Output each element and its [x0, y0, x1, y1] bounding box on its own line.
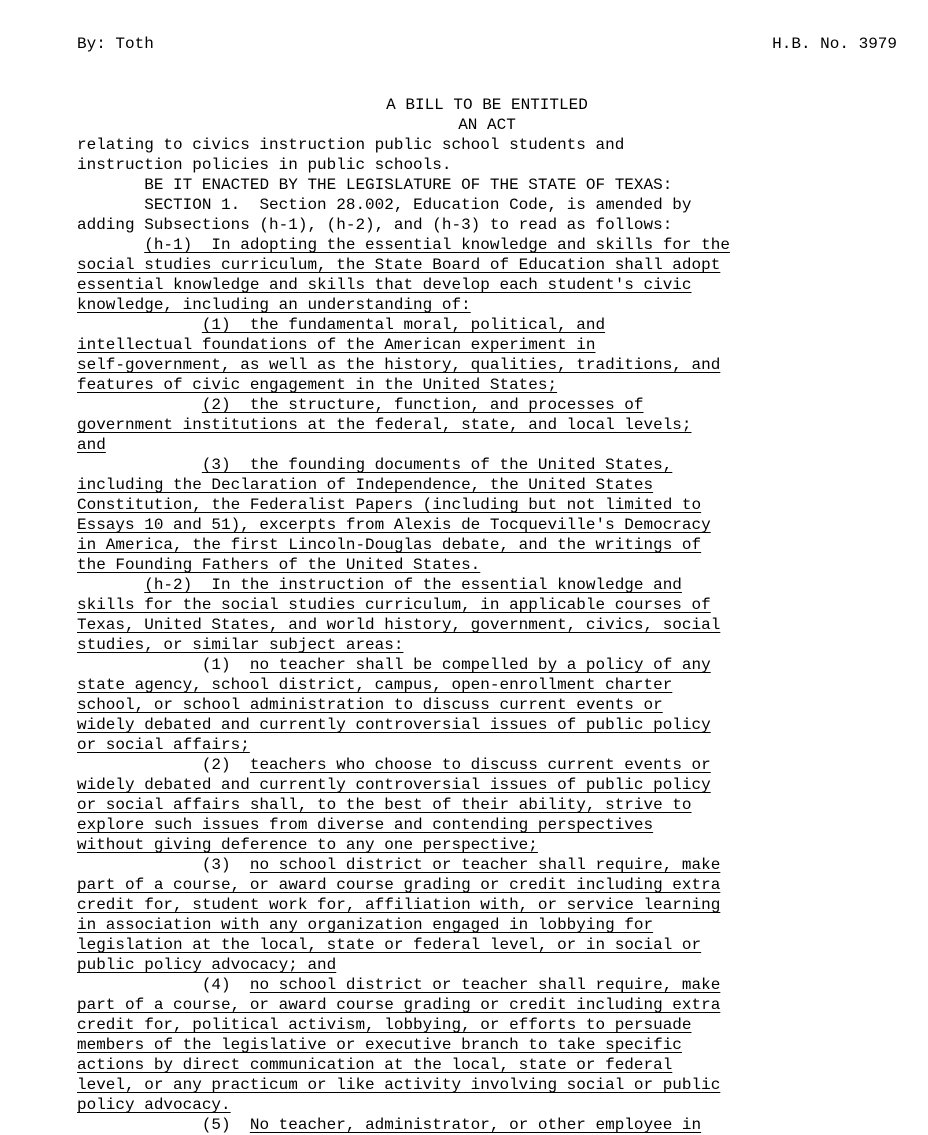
line-added-text: policy advocacy. [77, 1096, 231, 1114]
bill-author: By: Toth [77, 35, 154, 53]
line-added-text: no school district or teacher shall require, make [249, 976, 721, 994]
bill-text-line [77, 535, 907, 555]
bill-text-line [77, 915, 907, 935]
line-indent [77, 1116, 202, 1134]
line-added-text: government institutions at the federal, state, and local levels; [77, 416, 692, 434]
line-added-text: level, or any practicum or like activity involving social or public [77, 1076, 721, 1094]
line-added-text: and [77, 436, 106, 454]
line-added-text: (h-2) In the instruction of the essential knowledge and [144, 576, 682, 594]
line-indent [77, 756, 202, 774]
line-added-text: members of the legislative or executive branch to take specific [77, 1036, 682, 1054]
line-added-text: state agency, school district, campus, open-enrollment charter [77, 676, 673, 694]
bill-text-line [77, 355, 907, 375]
bill-text-line [77, 675, 907, 695]
line-added-text: widely debated and currently controversial issues of public policy [77, 716, 711, 734]
line-added-text: teachers who choose to discuss current events or [249, 756, 711, 774]
bill-text-line [77, 215, 907, 235]
bill-text-line [77, 735, 907, 755]
bill-text-line [77, 295, 907, 315]
bill-text-line [77, 1115, 907, 1135]
line-indent [77, 396, 202, 414]
line-added-text: (h-1) In adopting the essential knowledge and skills for the [144, 236, 730, 254]
bill-text-line [77, 275, 907, 295]
line-added-text: intellectual foundations of the American experiment in [77, 336, 596, 354]
line-added-text: actions by direct communication at the local, state or federal [77, 1056, 673, 1074]
bill-text-line [77, 795, 907, 815]
line-added-text: social studies curriculum, the State Board of Education shall adopt [77, 256, 721, 274]
bill-text-line [77, 1075, 907, 1095]
bill-text-line [77, 195, 907, 215]
bill-text-line [77, 495, 907, 515]
line-added-text: features of civic engagement in the United States; [77, 376, 558, 394]
bill-text-line [77, 615, 907, 635]
line-added-text: Constitution, the Federalist Papers (including but not limited to [77, 496, 702, 514]
bill-text-line [77, 575, 907, 595]
bill-text-line [77, 435, 907, 455]
bill-text-line [77, 1095, 907, 1115]
line-plain-text: instruction policies in public schools. [77, 156, 452, 174]
bill-text-line [77, 995, 907, 1015]
bill-text-line [77, 975, 907, 995]
line-indent [77, 856, 202, 874]
bill-text-line [77, 775, 907, 795]
line-added-text: no school district or teacher shall require, make [249, 856, 721, 874]
line-plain-text: (1) [201, 656, 250, 674]
bill-text-line [77, 255, 907, 275]
line-indent [77, 976, 202, 994]
line-added-text: part of a course, or award course grading or credit including extra [77, 876, 721, 894]
bill-text-line [77, 175, 907, 195]
line-added-text: essential knowledge and skills that develop each student's civic [77, 276, 692, 294]
bill-text-line [77, 715, 907, 735]
bill-text-line [77, 335, 907, 355]
line-added-text: Texas, United States, and world history, government, civics, social [77, 616, 721, 634]
line-added-text: explore such issues from diverse and contending perspectives [77, 816, 654, 834]
bill-text-line [77, 235, 907, 255]
bill-text-line [77, 475, 907, 495]
line-added-text: legislation at the local, state or federal level, or in social or [77, 936, 702, 954]
line-indent [77, 196, 144, 214]
bill-title-line-1: A BILL TO BE ENTITLED [386, 96, 588, 114]
bill-text-line [77, 555, 907, 575]
bill-title-line-2: AN ACT [458, 116, 516, 134]
bill-text-line [77, 395, 907, 415]
bill-text-line [77, 815, 907, 835]
line-added-text: including the Declaration of Independence, the United States [77, 476, 654, 494]
bill-text-line [77, 895, 907, 915]
line-added-text: or social affairs; [77, 736, 250, 754]
line-plain-text: BE IT ENACTED BY THE LEGISLATURE OF THE STATE OF TEXAS: [144, 176, 673, 194]
line-added-text: self-government, as well as the history, qualities, traditions, and [77, 356, 721, 374]
line-added-text: No teacher, administrator, or other employee in [249, 1116, 702, 1134]
bill-text-line [77, 155, 907, 175]
line-added-text: widely debated and currently controversial issues of public policy [77, 776, 711, 794]
line-added-text: credit for, student work for, affiliation with, or service learning [77, 896, 721, 914]
bill-text-line [77, 415, 907, 435]
bill-text-line [77, 875, 907, 895]
bill-text-line [77, 655, 907, 675]
line-added-text: or social affairs shall, to the best of their ability, strive to [77, 796, 692, 814]
line-plain-text: (2) [201, 756, 250, 774]
bill-text-line [77, 835, 907, 855]
line-indent [77, 456, 202, 474]
line-added-text: skills for the social studies curriculum, in applicable courses of [77, 596, 711, 614]
line-added-text: public policy advocacy; and [77, 956, 337, 974]
line-added-text: no teacher shall be compelled by a policy of any [249, 656, 711, 674]
line-added-text: the Founding Fathers of the United States. [77, 556, 481, 574]
line-added-text: in association with any organization engaged in lobbying for [77, 916, 654, 934]
line-added-text: knowledge, including an understanding of: [77, 296, 471, 314]
bill-text-line [77, 855, 907, 875]
line-indent [77, 656, 202, 674]
line-plain-text: SECTION 1. Section 28.002, Education Code, is amended by [144, 196, 692, 214]
line-added-text: part of a course, or award course grading or credit including extra [77, 996, 721, 1014]
line-plain-text: relating to civics instruction public school students and [77, 136, 625, 154]
bill-text-line [77, 1035, 907, 1055]
bill-text-line [77, 635, 907, 655]
line-added-text: (1) the fundamental moral, political, and [201, 316, 606, 334]
bill-text-line [77, 315, 907, 335]
line-added-text: credit for, political activism, lobbying, or efforts to persuade [77, 1016, 692, 1034]
line-indent [77, 236, 144, 254]
line-added-text: (3) the founding documents of the United States, [201, 456, 673, 474]
bill-text-line [77, 935, 907, 955]
bill-number: H.B. No. 3979 [772, 35, 897, 53]
line-added-text: studies, or similar subject areas: [77, 636, 404, 654]
line-added-text: Essays 10 and 51), excerpts from Alexis de Tocqueville's Democracy [77, 516, 711, 534]
bill-text-line [77, 755, 907, 775]
bill-text-line [77, 695, 907, 715]
line-plain-text: (3) [201, 856, 250, 874]
bill-text-line [77, 1015, 907, 1035]
line-plain-text: (5) [201, 1116, 250, 1134]
bill-text-line [77, 955, 907, 975]
bill-text-line [77, 595, 907, 615]
bill-text-line [77, 135, 907, 155]
bill-text-line [77, 455, 907, 475]
line-plain-text: (4) [201, 976, 250, 994]
line-added-text: without giving deference to any one perspective; [77, 836, 538, 854]
bill-body [77, 95, 907, 1135]
line-plain-text: adding Subsections (h-1), (h-2), and (h-3) to read as follows: [77, 216, 673, 234]
line-indent [77, 176, 144, 194]
line-added-text: (2) the structure, function, and processes of [201, 396, 644, 414]
bill-text-line [77, 515, 907, 535]
line-added-text: school, or school administration to discuss current events or [77, 696, 663, 714]
bill-text-line [77, 1055, 907, 1075]
line-indent [77, 316, 202, 334]
line-indent [77, 576, 144, 594]
line-added-text: in America, the first Lincoln-Douglas debate, and the writings of [77, 536, 702, 554]
bill-text-line [77, 375, 907, 395]
